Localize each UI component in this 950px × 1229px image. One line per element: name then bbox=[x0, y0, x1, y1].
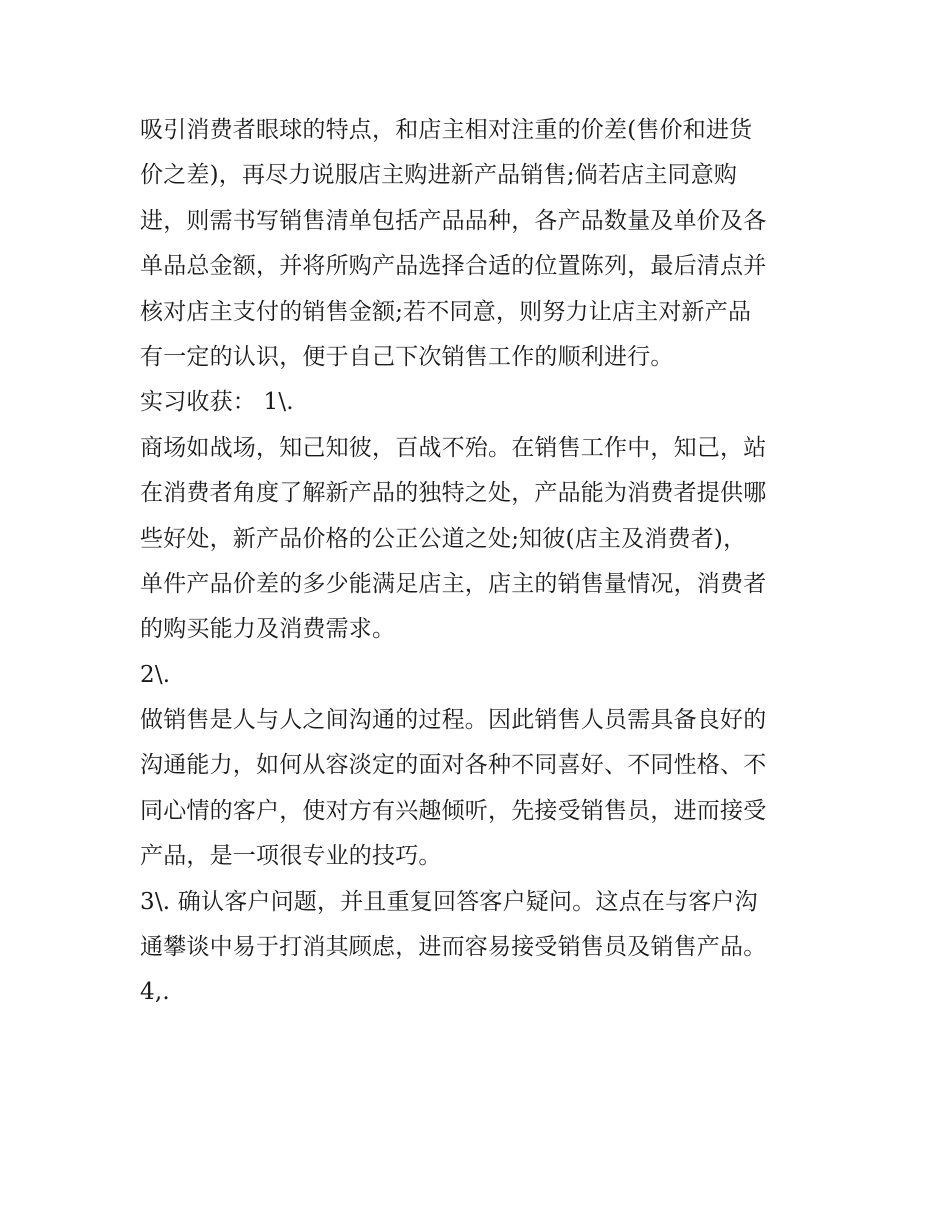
text-line: 核对店主支付的销售金额;若不同意，则努力让店主对新产品 bbox=[140, 298, 752, 325]
text-line: 商场如战场，知己知彼，百战不殆。在销售工作中，知己，站 bbox=[140, 434, 767, 461]
text-line: 3\. 确认客户问题，并且重复回答客户疑问。这点在与客户沟 bbox=[140, 888, 758, 915]
text-line: 通攀谈中易于打消其顾虑，进而容易接受销售员及销售产品。 bbox=[140, 934, 767, 961]
section-heading-line: 实习收获： 1\. bbox=[140, 389, 294, 416]
text-line: 产品，是一项很专业的技巧。 bbox=[140, 843, 442, 870]
list-number-line: 2\. bbox=[140, 661, 171, 688]
text-line: 吸引消费者眼球的特点，和店主相对注重的价差(售价和进货 bbox=[140, 117, 753, 143]
text-line: 同心情的客户，使对方有兴趣倾听，先接受销售员，进而接受 bbox=[140, 797, 767, 824]
text-line: 做销售是人与人之间沟通的过程。因此销售人员需具备良好的 bbox=[140, 707, 767, 734]
text-line: 单件产品价差的多少能满足店主，店主的销售量情况，消费者 bbox=[140, 570, 767, 597]
text-line: 的购买能力及消费需求。 bbox=[140, 616, 396, 643]
text-line: 进，则需书写销售清单包括产品品种，各产品数量及单价及各 bbox=[140, 207, 767, 234]
text-line: 有一定的认识，便于自己下次销售工作的顺利进行。 bbox=[140, 343, 674, 370]
text-line: 些好处，新产品价格的公正公道之处;知彼(店主及消费者)， bbox=[140, 525, 747, 552]
text-line: 沟通能力，如何从容淡定的面对各种不同喜好、不同性格、不 bbox=[140, 752, 767, 779]
text-line: 单品总金额，并将所购产品选择合适的位置陈列，最后清点并 bbox=[140, 253, 767, 280]
text-line: 在消费者角度了解新产品的独特之处，产品能为消费者提供哪 bbox=[140, 480, 767, 507]
text-line: 价之差)，再尽力说服店主购进新产品销售;倘若店主同意购 bbox=[140, 162, 738, 189]
list-number-line: 4,. bbox=[140, 979, 170, 1006]
body-text bbox=[140, 108, 820, 1016]
